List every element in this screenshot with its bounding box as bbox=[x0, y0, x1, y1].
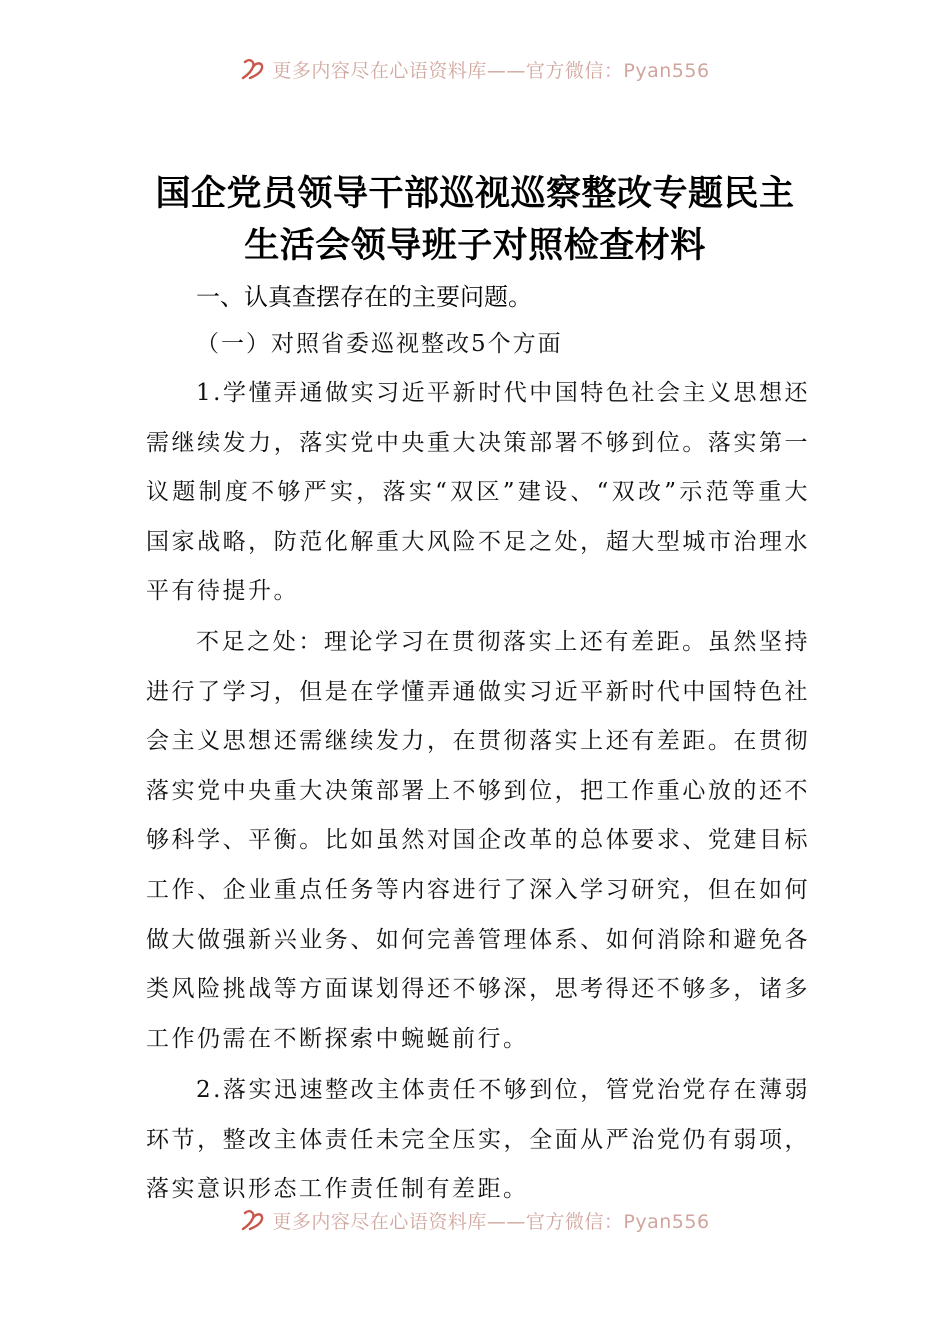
paragraph-2: 不足之处：理论学习在贯彻落实上还有差距。虽然坚持进行了学习，但是在学懂弄通做实习近平新时代中国特色社会主义思想还需继续发力，在贯彻落实上还有差距。在贯彻落实党中央重大决策部署上不够到位，把工作重心放的还不够科学、平衡。比如虽然对国企改革的总体要求、党建目标工作、企业重点任务等内容进行了深入学习研究，但在如何做大做强新兴业务、如何完善管理体系、如何消除和避免各类风险挑战等方面谋划得还不够深，思考得还不够多，诸多工作仍需在不断探索中蜿蜒前行。 bbox=[146, 629, 810, 1052]
subsection-heading: （一）对照省委巡视整改5个方面 bbox=[196, 331, 563, 357]
title-line-1: 国企党员领导干部巡视巡察整改专题民主 bbox=[155, 173, 795, 214]
watermark-bottom bbox=[0, 1207, 950, 1236]
paragraph-1: 1.学懂弄通做实习近平新时代中国特色社会主义思想还需继续发力，落实党中央重大决策部署不够到位。落实第一议题制度不够严实，落实“双区”建设、“双改”示范等重大国家战略，防范化解重大风险不足之处，超大型城市治理水平有待提升。 bbox=[146, 380, 810, 605]
heart-logo-icon bbox=[240, 1209, 266, 1236]
heart-logo-icon bbox=[240, 58, 266, 85]
section-heading: 一、认真查摆存在的主要问题。 bbox=[196, 283, 532, 311]
watermark-top bbox=[0, 56, 950, 85]
page-title bbox=[0, 168, 950, 272]
paragraph-3: 2.落实迅速整改主体责任不够到位，管党治党存在薄弱环节，整改主体责任未完全压实，全面从严治党仍有弱项，落实意识形态工作责任制有差距。 bbox=[146, 1077, 810, 1203]
watermark-text: 更多内容尽在心语资料库——官方微信：Pyan556 bbox=[272, 60, 710, 82]
title-line-2: 生活会领导班子对照检查材料 bbox=[244, 225, 706, 266]
watermark-text: 更多内容尽在心语资料库——官方微信：Pyan556 bbox=[272, 1211, 710, 1233]
